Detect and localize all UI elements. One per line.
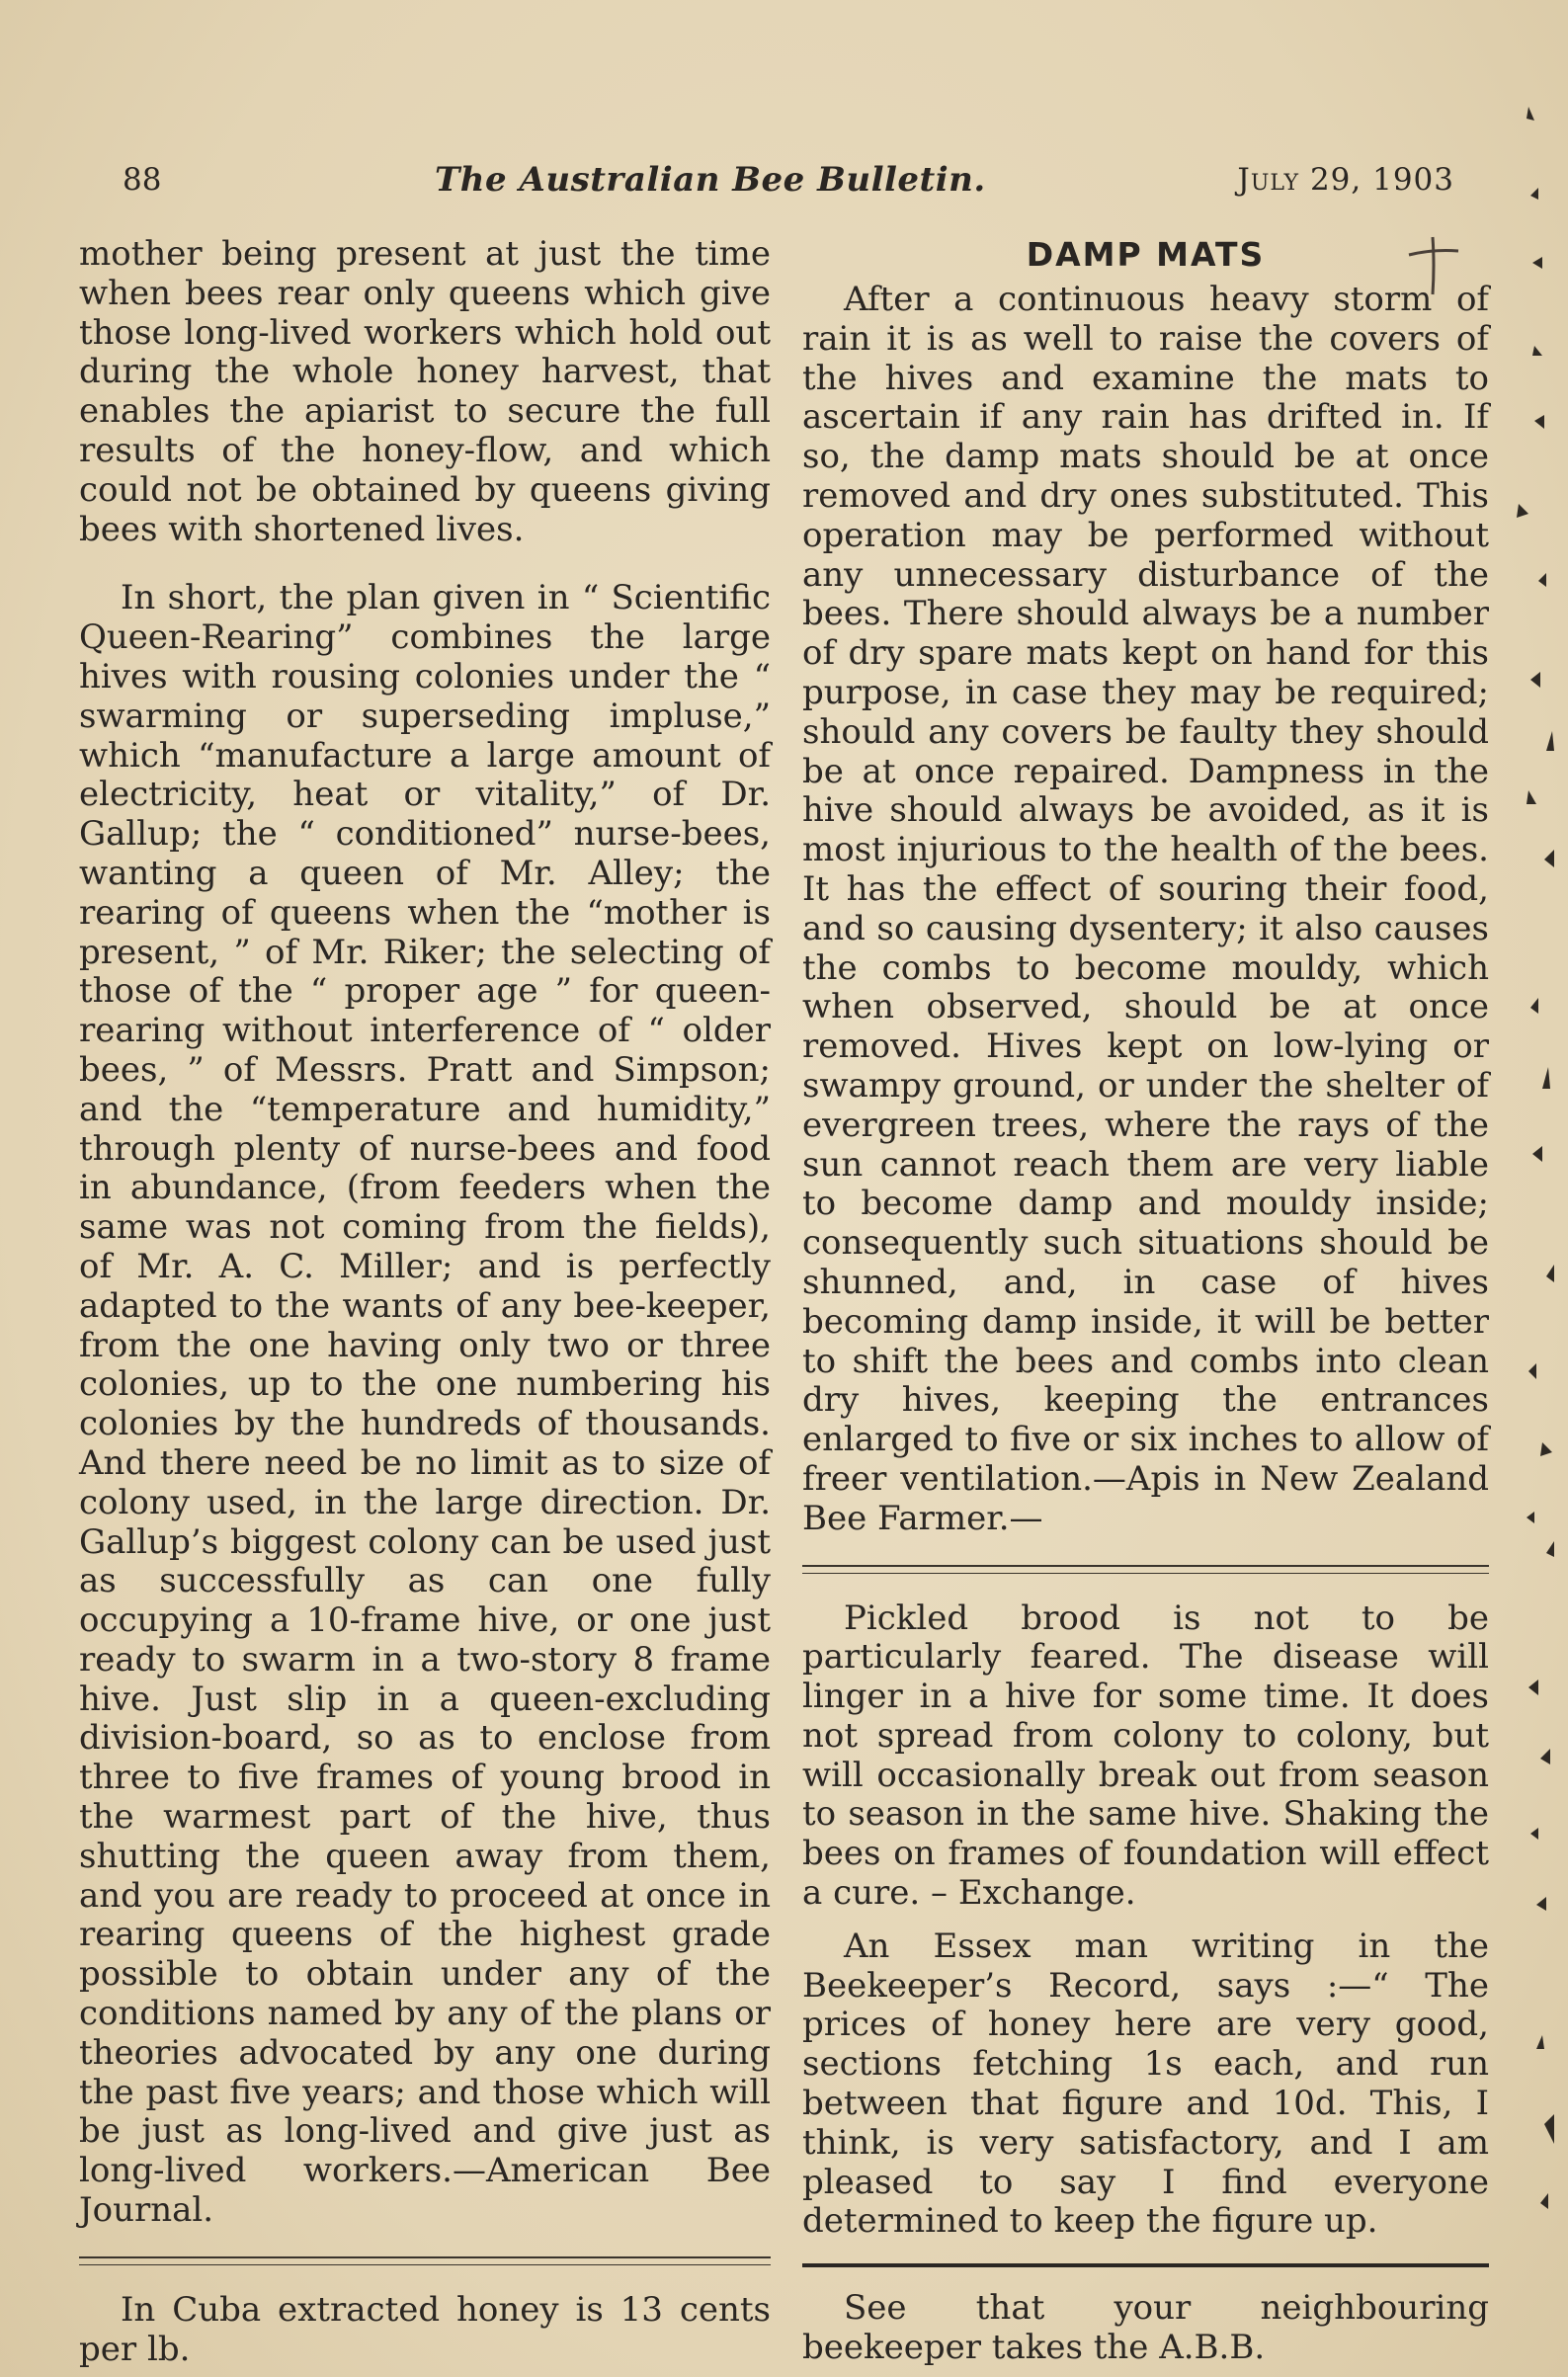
issue-date: July 29, 1903 [1237, 162, 1454, 198]
left-column [79, 235, 771, 2369]
paragraph-cuba-honey: In Cuba extracted honey is 13 cents per lb. [79, 2289, 771, 2369]
journal-title: The Australian Bee Bulletin. [435, 160, 986, 200]
paragraph-essex-honey-prices: An Essex man writing in the Beekeeper’s Record, says :—“ The prices of honey here are very good, sections fetching 1s each, and run between that figure and 10d. This, I think, is very satisfactory, and I am pleased to say I find everyone determined to keep the figure up. [802, 1926, 1489, 2242]
page-number: 88 [123, 162, 162, 198]
paragraph-scientific-queen-rearing: In short, the plan given in “ Scientific Queen-Rearing” combines the large hives with rousing colonies under the “ swarming or superseding impluse,” which “manufacture a large amount of electricity, heat or vitality,” of Dr. Gallup; the “ conditioned” nurse-bees, wanting a queen of Mr. Alley; the rearing of queens when the “mother is present, ” of Mr. Riker; the selecting of those of the “ proper age ” for queen-rearing without interference of “ older bees, ” of Messrs. Pratt and Simpson; and the “temperature and humidity,” through plenty of nurse-bees and food in abundance, (from feeders when the same was not coming from the fields), of Mr. A. C. Miller; and is perfectly adapted to the wants of any bee-keeper, from the one having only two or three colonies, up to the one numbering his colonies by the hundreds of thousands. And there need be no limit as to size of colony used, in the large direction. Dr. Gallup’s biggest colony can be used just as successfully as can one fully occupying a 10-frame hive, or one just ready to swarm in a two-story 8 frame hive. Just slip in a queen-excluding division-board, so as to enclose from three to five frames of young brood in the warmest part of the hive, thus shutting the queen away from them, and you are ready to proceed at once in rearing queens of the highest grade possible to obtain under any of the conditions named by any of the plans or theories advocated by any one during the past five years; and those which will be just as long-lived and give just as long-lived workers.—American Bee Journal. [79, 578, 771, 2231]
right-column [802, 235, 1489, 2368]
paragraph-damp-mats: After a continuous heavy storm of rain it is as well to raise the covers of the hives and examine the mats to ascertain if any rain has drifted in. If so, the damp mats should be at once removed and dry ones substituted. This operation may be performed without any unnecessary disturbance of the bees. There should always be a number of dry spare mats kept on hand for this purpose, in case they may be required; should any covers be faulty they should be at once repaired. Dampness in the hive should always be avoided, as it is most injurious to the health of the bees. It has the effect of souring their food, and so causing dysentery; it also causes the combs to become mouldy, which when observed, should be at once removed. Hives kept on low-lying or swampy ground, or under the shelter of evergreen trees, where the rays of the sun cannot reach them are very liable to become damp and mouldy inside; consequently such situations should be shunned, and, in case of hives becoming damp inside, it will be better to shift the bees and combs into clean dry hives, keeping the entrances enlarged to five or six inches to allow of freer ventilation.—Apis in New Zealand Bee Farmer.— [802, 280, 1489, 1538]
article-heading: DAMP MATS [1026, 235, 1266, 274]
section-divider [802, 1565, 1489, 1574]
paragraph-continued: mother being present at just the time when bees rear only queens which give those long-lived workers which hold out during the whole honey harvest, that enables the apiarist to secure the full results of the honey-flow, and which could not be obtained by queens giving bees with shortened lives. [79, 234, 771, 549]
section-divider [79, 2256, 771, 2265]
running-header [119, 158, 1462, 207]
paragraph-pickled-brood: Pickled brood is not to be particularly feared. The disease will linger in a hive for some time. It does not spread from colony to colony, but will occasionally break out from season to season in the same hive. Shaking the bees on frames of foundation will effect a cure. – Exchange. [802, 1598, 1489, 1914]
section-divider-thick [802, 2263, 1489, 2267]
paragraph-abb-notice: See that your neighbouring beekeeper takes the A.B.B. [802, 2288, 1489, 2368]
binding-edge-marks [1499, 0, 1568, 2377]
